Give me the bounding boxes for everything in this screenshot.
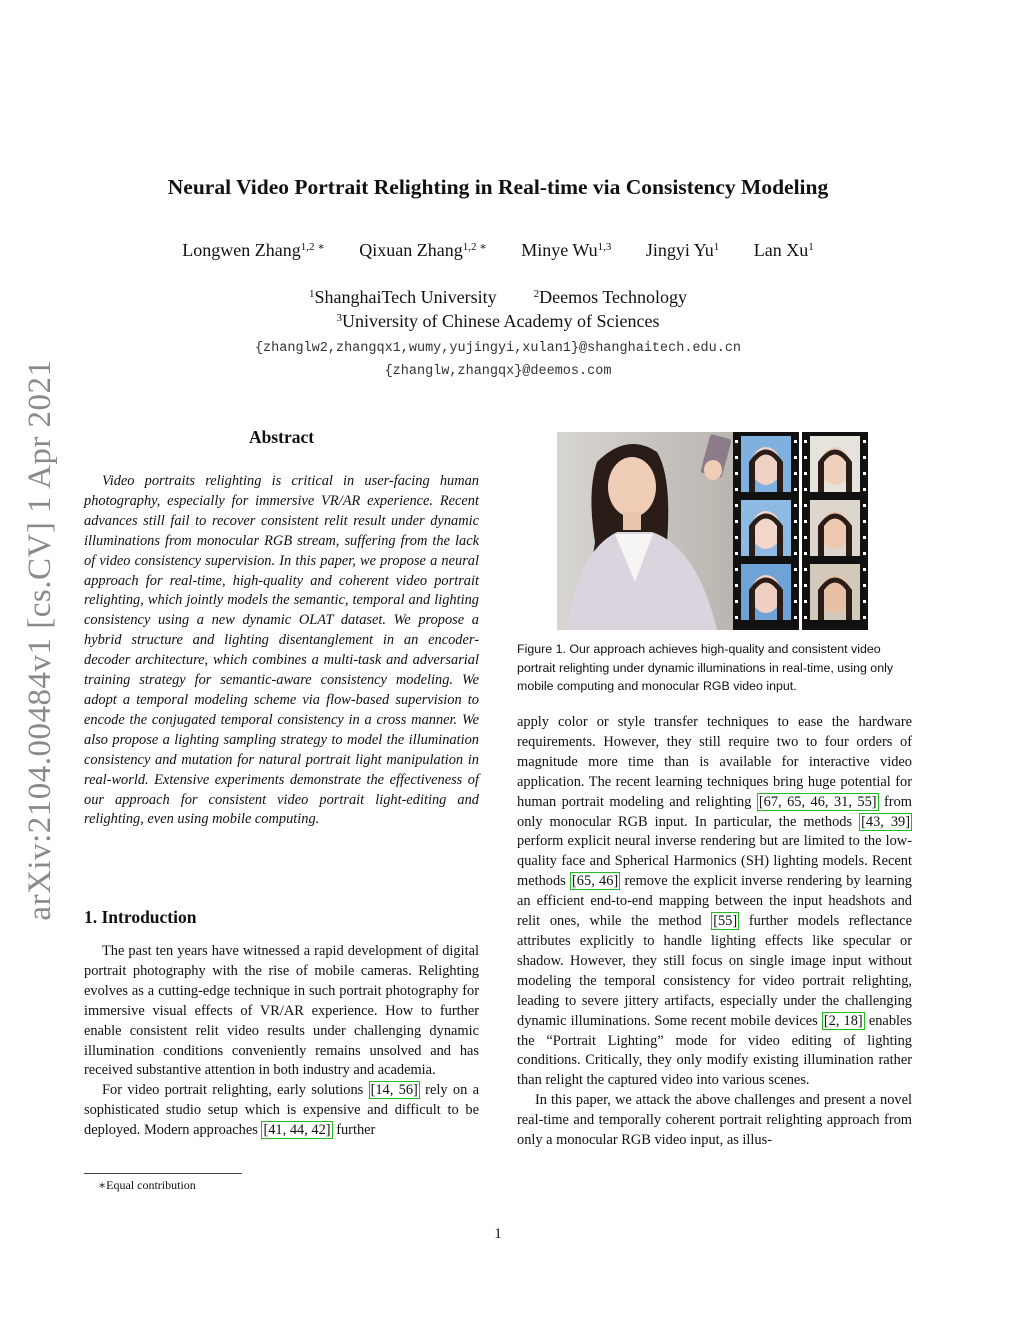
right-column-text [517, 713, 912, 1151]
author: Minye Wu$^{1,3}$ [521, 240, 612, 260]
email-line-1: {zhanglw2,zhangqx1,wumy,yujingyi,xulan1}@shanghaitech.edu.cn [254, 341, 742, 356]
footnote-rule [84, 1173, 242, 1174]
film-strip-1 [733, 432, 799, 630]
email-line-2: {zhanglw,zhangqx}@deemos.com [384, 364, 612, 379]
citation-link[interactable]: [65, 46] [572, 873, 619, 890]
abstract-text [84, 472, 479, 830]
author: Longwen Zhang$^{1,2 ∗}$ [182, 240, 325, 260]
abstract-paragraph: Video portraits relighting is critical in user-facing human photography, especially for immersive VR/AR experience. Recent advances still fail to recover consistent relit result under dynamic illuminations from monocular RGB stream, suffering from the lack of video consistency supervision. In this paper, we propose a neural approach for real-time, high-quality and coherent video portrait relighting, which jointly models the semantic, temporal and lighting consistency using a new dynamic OLAT dataset. We propose a hybrid structure and lighting disentanglement in an encoder-decoder architecture, which combines a multi-task and adversarial training strategy for semantic-aware consistency modeling. We adopt a temporal modeling scheme via flow-based supervision to encode the conjugated temporal consistency in a cross manner. We also propose a lighting sampling strategy to model the illumination consistency and mutation for natural portrait light manipulation in real-world. Extensive experiments demonstrate the effectiveness of our approach for consistent video portrait light-editing and relighting, even using mobile computing. [84, 473, 479, 828]
right-paragraph-1: apply color or style transfer techniques to ease the hardware requirements. However, they still require two to four orders of magnitude more time than is available for interactive video application. The recent learning techniques bring huge potential for human portrait modeling and relighting [67, 65, 46, 31, 55] from only monocular RGB input. In particular, the methods [43, 39] perform explicit neural inverse rendering but are limited to the low-quality face and Spherical Harmonics (SH) lighting models. Recent methods [65, 46] remove the explicit inverse rendering by learning an efficient end-to-end mapping between the input headshots and relit ones, while the method [55] further models reflectance attributes explicitly to handle lighting effects like specular or shadow. However, they still focus on single image input without modeling the temporal consistency for video portrait relighting, leading to severe jittery artifacts, especially under the challenging dynamic illuminations. Some recent mobile devices [2, 18] enables the “Portrait Lighting” mode for video editing of lighting conditions. Critically, they only modify existing illumination rather than relight the captured video into various scenes. [517, 714, 913, 1089]
arxiv-stamp: arXiv:2104.00484v1 [cs.CV] 1 Apr 2021 [22, 359, 58, 921]
paper-title: Neural Video Portrait Relighting in Real-time via Consistency Modeling [167, 175, 829, 199]
abstract-heading: Abstract [248, 427, 315, 447]
intro-text [84, 942, 479, 1141]
citation-link[interactable]: [41, 44, 42] [263, 1122, 331, 1139]
footnote: ∗Equal contribution [98, 1178, 196, 1192]
author: Qixuan Zhang$^{1,2 ∗}$ [359, 240, 487, 260]
right-paragraph-2: In this paper, we attack the above challenges and present a novel real-time and temporally coherent portrait relighting approach from only a monocular RGB video input, as illus- [517, 1092, 912, 1149]
film-strip-2 [802, 432, 868, 630]
author-list [0, 240, 996, 261]
author: Jingyi Yu$^1$ [645, 240, 720, 260]
citation-link[interactable]: [2, 18] [823, 1012, 863, 1029]
intro-paragraph-2: For video portrait relighting, early solutions [14, 56] rely on a sophisticated studio setup which is expensive and difficult to be deployed. Modern approaches [41, 44, 42] further [84, 1082, 479, 1139]
citation-link[interactable]: [67, 65, 46, 31, 55] [758, 793, 877, 810]
section-heading: 1. Introduction [84, 907, 197, 927]
affiliation-line-1: $^1$ShanghaiTech University $^2$Deemos Technology [308, 287, 688, 307]
page-number: 1 [494, 1226, 502, 1242]
person-face [608, 457, 656, 517]
affiliation-line-2: $^3$University of Chinese Academy of Sciences [336, 311, 660, 331]
intro-paragraph-1: The past ten years have witnessed a rapid development of digital portrait photography with the rise of mobile cameras. Relighting evolves as a cutting-edge technique in such portrait photography for immersive visual effects of VR/AR experience. How to further enable consistent relit video results under challenging dynamic illumination conditions conveniently remains unsolved and has received substantive attention in both industry and academia. [84, 943, 479, 1079]
citation-link[interactable]: [55] [713, 913, 738, 930]
citation-link[interactable]: [14, 56] [370, 1082, 418, 1099]
author: Lan Xu$^1$ [753, 240, 814, 260]
citation-link[interactable]: [43, 39] [861, 813, 911, 830]
figure-caption: Figure 1. Our approach achieves high-quality and consistent video portrait relighting under dynamic illuminations in real-time, using only mobile computing and monocular RGB video input. [517, 642, 894, 694]
teaser-figure [557, 432, 868, 630]
